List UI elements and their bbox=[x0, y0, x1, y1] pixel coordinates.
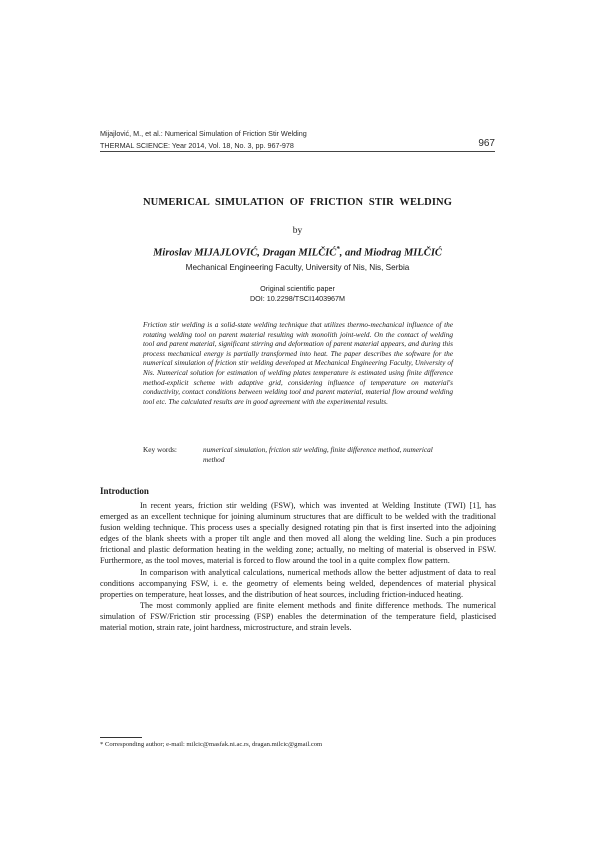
authors-main: Miroslav MIJAJLOVIĆ, Dragan MILČIĆ bbox=[153, 247, 337, 259]
authors-tail: , and Miodrag MILČIĆ bbox=[339, 247, 442, 259]
corresponding-author-mark: * bbox=[336, 245, 340, 253]
running-header-citation: Mijajlović, M., et al.: Numerical Simulation of Friction Stir Welding bbox=[100, 129, 307, 138]
footnote-rule bbox=[100, 737, 142, 738]
affiliation: Mechanical Engineering Faculty, University of Nis, Nis, Serbia bbox=[185, 263, 410, 272]
running-header-journal: THERMAL SCIENCE: Year 2014, Vol. 18, No. 3, pp. 967-978 bbox=[100, 141, 294, 150]
keywords-text: numerical simulation, friction stir welding, finite difference method, numerical method bbox=[203, 445, 433, 464]
header-rule bbox=[100, 151, 495, 152]
page-number: 967 bbox=[478, 138, 495, 149]
paragraph: In recent years, friction stir welding (FSW), which was invented at Welding Institute (TWI) [1], has emerged as an excellent technique for joining aluminum structures that are difficult to be welded with the traditional fusion welding technique. This process uses a specially designed rotating pin that is first inserted into the adjoining edges of the blank sheets with a proper tilt angle and then moved all along the welding line. Such a pin produces frictional and plastic deformation heating in the welding zone; actually, no melting of material is observed in FSW. Furthermore, as the tool moves, material is forced to flow around the tool in a quite complex flow pattern. bbox=[100, 501, 496, 566]
keywords-label: Key words: bbox=[143, 445, 177, 454]
doi: DOI: 10.2298/TSCI1403967M bbox=[249, 294, 346, 303]
keywords bbox=[143, 445, 455, 464]
abstract: Friction stir welding is a solid-state welding technique that utilizes thermo-mechanical influence of the rotating welding tool on parent material resulting with monolith joint-weld. On the contact of welding tool and parent material, significant stirring and deformation of parent material appears, and during this process mechanical energy is partially transformed into heat. The paper describes the software for the numerical simulation of friction stir welding developed at Mechanical Engineering Faculty, University of Nis. Numerical solution for estimation of welding plates temperature is estimated using finite difference method-explicit scheme with adaptive grid, considering influence of temperature on material's conductivity, contact conditions between welding tool and parent material, material flow around welding tool etc. The calculated results are in good agreement with the experimental results. bbox=[143, 320, 453, 406]
paper-type: Original scientific paper bbox=[260, 284, 335, 293]
paragraph: In comparison with analytical calculations, numerical methods allow the better adjustment of data to real conditions accompanying FSW, i. e. the geometry of elements being welded, dependences of material physical properties on temperature, heat losses, and the distribution of heat sources, including friction-induced heating. bbox=[100, 567, 496, 599]
paper-title: NUMERICAL SIMULATION OF FRICTION STIR WELDING bbox=[143, 197, 452, 208]
paragraph: The most commonly applied are finite element methods and finite difference methods. The numerical simulation of FSW/Friction stir processing (FSP) enables the determination of the temperature field, plasticised material motion, strain rate, joint hardness, microstructure, and strain levels. bbox=[100, 600, 496, 633]
section-heading-introduction: Introduction bbox=[100, 486, 149, 496]
by-line: by bbox=[292, 226, 303, 236]
author-list bbox=[100, 245, 495, 259]
introduction-body bbox=[100, 500, 496, 633]
footnote-corresponding-author: * Corresponding author; e-mail: milcic@masfak.ni.ac.rs, dragan.milcic@gmail.com bbox=[100, 741, 323, 748]
